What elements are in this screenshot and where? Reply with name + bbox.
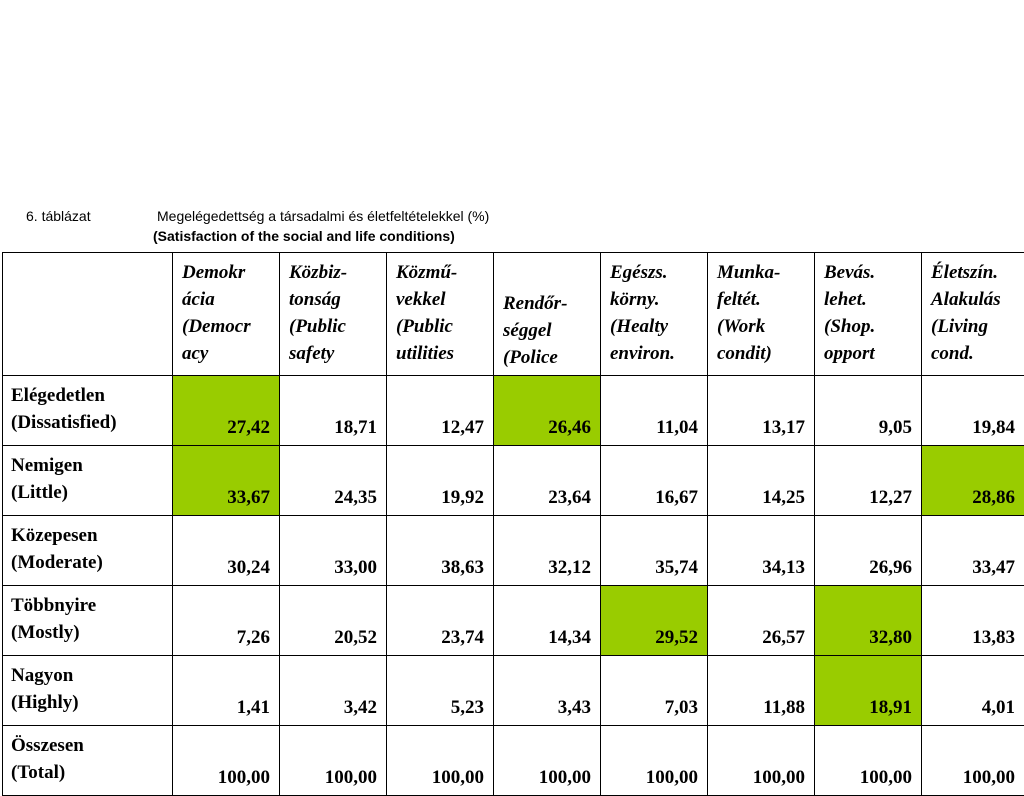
value-cell: 38,63 <box>387 516 494 586</box>
value-cell: 100,00 <box>387 726 494 796</box>
column-header: Egészs. körny. (Healty environ. <box>601 253 708 376</box>
table-row <box>3 446 1024 516</box>
value-cell: 18,71 <box>280 376 387 446</box>
value-cell: 7,26 <box>173 586 280 656</box>
table-row <box>3 726 1024 796</box>
value-cell: 35,74 <box>601 516 708 586</box>
column-header: Munka- feltét. (Work condit) <box>708 253 815 376</box>
highlighted-value-cell: 26,46 <box>494 376 601 446</box>
value-cell: 16,67 <box>601 446 708 516</box>
column-header: Rendőr- séggel (Police <box>494 253 601 376</box>
highlighted-value-cell: 28,86 <box>922 446 1024 516</box>
table-caption <box>0 206 1024 250</box>
row-label: Többnyire (Mostly) <box>3 586 173 656</box>
value-cell: 19,84 <box>922 376 1024 446</box>
value-cell: 100,00 <box>815 726 922 796</box>
value-cell: 1,41 <box>173 656 280 726</box>
highlighted-value-cell: 32,80 <box>815 586 922 656</box>
value-cell: 13,83 <box>922 586 1024 656</box>
value-cell: 13,17 <box>708 376 815 446</box>
value-cell: 12,47 <box>387 376 494 446</box>
highlighted-value-cell: 29,52 <box>601 586 708 656</box>
value-cell: 23,64 <box>494 446 601 516</box>
value-cell: 4,01 <box>922 656 1024 726</box>
value-cell: 9,05 <box>815 376 922 446</box>
value-cell: 14,34 <box>494 586 601 656</box>
highlighted-value-cell: 27,42 <box>173 376 280 446</box>
value-cell: 26,96 <box>815 516 922 586</box>
value-cell: 34,13 <box>708 516 815 586</box>
value-cell: 12,27 <box>815 446 922 516</box>
row-label: Közepesen (Moderate) <box>3 516 173 586</box>
value-cell: 33,00 <box>280 516 387 586</box>
value-cell: 24,35 <box>280 446 387 516</box>
table-number: 6. táblázat <box>26 208 91 224</box>
value-cell: 11,88 <box>708 656 815 726</box>
row-label: Nemigen (Little) <box>3 446 173 516</box>
value-cell: 5,23 <box>387 656 494 726</box>
table-title-english: (Satisfaction of the social and life conditions) <box>153 228 455 244</box>
highlighted-value-cell: 33,67 <box>173 446 280 516</box>
table-row <box>3 586 1024 656</box>
table-row <box>3 656 1024 726</box>
value-cell: 100,00 <box>922 726 1024 796</box>
value-cell: 3,42 <box>280 656 387 726</box>
table-row <box>3 516 1024 586</box>
value-cell: 100,00 <box>280 726 387 796</box>
value-cell: 7,03 <box>601 656 708 726</box>
value-cell: 26,57 <box>708 586 815 656</box>
value-cell: 30,24 <box>173 516 280 586</box>
value-cell: 100,00 <box>173 726 280 796</box>
value-cell: 20,52 <box>280 586 387 656</box>
value-cell: 19,92 <box>387 446 494 516</box>
value-cell: 100,00 <box>601 726 708 796</box>
value-cell: 100,00 <box>708 726 815 796</box>
column-header: Életszín. Alakulás (Living cond. <box>922 253 1024 376</box>
highlighted-value-cell: 18,91 <box>815 656 922 726</box>
corner-cell <box>3 253 173 376</box>
header-row <box>3 253 1024 376</box>
value-cell: 100,00 <box>494 726 601 796</box>
value-cell: 32,12 <box>494 516 601 586</box>
value-cell: 33,47 <box>922 516 1024 586</box>
column-header: Bevás. lehet. (Shop. opport <box>815 253 922 376</box>
row-label: Nagyon (Highly) <box>3 656 173 726</box>
value-cell: 14,25 <box>708 446 815 516</box>
column-header: Közbiz- tonság (Public safety <box>280 253 387 376</box>
value-cell: 3,43 <box>494 656 601 726</box>
column-header: Demokr ácia (Democr acy <box>173 253 280 376</box>
row-label: Összesen (Total) <box>3 726 173 796</box>
value-cell: 23,74 <box>387 586 494 656</box>
row-label: Elégedetlen (Dissatisfied) <box>3 376 173 446</box>
value-cell: 11,04 <box>601 376 708 446</box>
satisfaction-table <box>2 252 1024 796</box>
table-row <box>3 376 1024 446</box>
table-title-hungarian: Megelégedettség a társadalmi és életfeltételekkel (%) <box>157 208 489 224</box>
column-header: Közmű- vekkel (Public utilities <box>387 253 494 376</box>
